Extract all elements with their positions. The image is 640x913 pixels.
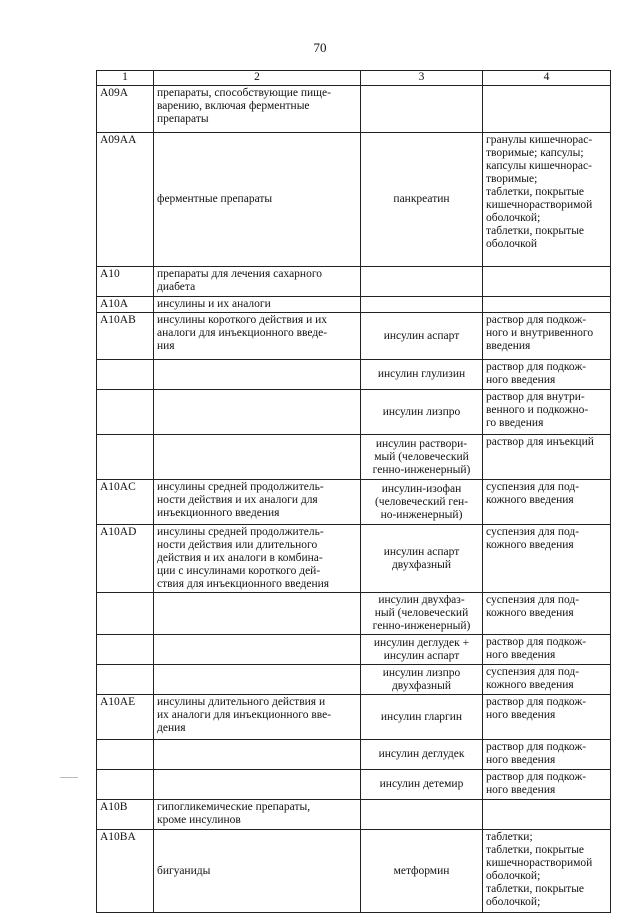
form-cell: таблетки; таблетки, покрытые кишечнорастворимой оболочкой; таблетки, покрытые оболочкой; bbox=[483, 830, 611, 913]
table-row bbox=[97, 740, 611, 770]
drug-cell: инсулин лизпро bbox=[361, 390, 483, 435]
drug-cell: инсулин аспарт bbox=[361, 313, 483, 360]
code-cell bbox=[97, 770, 154, 800]
column-header-4: 4 bbox=[483, 71, 611, 86]
table-row bbox=[97, 635, 611, 665]
code-cell: A10B bbox=[97, 800, 154, 830]
drug-cell: инсулин глулизин bbox=[361, 360, 483, 390]
table-row bbox=[97, 695, 611, 740]
form-cell: раствор для подкож- ного введения bbox=[483, 695, 611, 740]
group-cell bbox=[154, 740, 361, 770]
code-cell bbox=[97, 360, 154, 390]
table-row bbox=[97, 267, 611, 297]
code-cell: A10A bbox=[97, 297, 154, 313]
drug-table bbox=[96, 70, 611, 913]
form-cell: суспензия для под- кожного введения bbox=[483, 480, 611, 525]
drug-cell: инсулин двухфаз- ный (человеческий генно-инженерный) bbox=[361, 593, 483, 635]
group-cell bbox=[154, 593, 361, 635]
table-row bbox=[97, 390, 611, 435]
table-row bbox=[97, 480, 611, 525]
group-cell bbox=[154, 635, 361, 665]
table-row bbox=[97, 800, 611, 830]
group-cell: гипогликемические препараты, кроме инсулинов bbox=[154, 800, 361, 830]
form-cell bbox=[483, 86, 611, 133]
form-cell: раствор для подкож- ного введения bbox=[483, 635, 611, 665]
page-number: 70 bbox=[313, 40, 327, 55]
form-cell: суспензия для под- кожного введения bbox=[483, 593, 611, 635]
table-row bbox=[97, 86, 611, 133]
header-row bbox=[97, 71, 611, 86]
form-cell: раствор для подкож- ного введения bbox=[483, 360, 611, 390]
table-row bbox=[97, 360, 611, 390]
code-cell: A10 bbox=[97, 267, 154, 297]
code-cell bbox=[97, 635, 154, 665]
code-cell bbox=[97, 665, 154, 695]
form-cell: суспензия для под- кожного введения bbox=[483, 525, 611, 593]
table-row bbox=[97, 770, 611, 800]
group-cell: препараты, способствующие пище- варению, включая ферментные препараты bbox=[154, 86, 361, 133]
table-row bbox=[97, 593, 611, 635]
code-cell: A09AA bbox=[97, 133, 154, 267]
group-cell bbox=[154, 360, 361, 390]
table-body bbox=[97, 86, 611, 913]
code-cell bbox=[97, 593, 154, 635]
drug-cell: инсулин лизпро двухфазный bbox=[361, 665, 483, 695]
code-cell bbox=[97, 435, 154, 480]
code-cell: A10BA bbox=[97, 830, 154, 913]
code-cell: A10AE bbox=[97, 695, 154, 740]
group-cell bbox=[154, 770, 361, 800]
form-cell bbox=[483, 800, 611, 830]
form-cell: гранулы кишечнорас- творимые; капсулы; капсулы кишечнорас- творимые; таблетки, покрытые кишечнорастворимой оболочкой; таблетки, покрытые оболочкой bbox=[483, 133, 611, 267]
drug-cell: инсулин раствори- мый (человеческий генно-инженерный) bbox=[361, 435, 483, 480]
margin-mark bbox=[60, 777, 78, 778]
drug-cell: инсулин гларгин bbox=[361, 695, 483, 740]
form-cell: раствор для инъекций bbox=[483, 435, 611, 480]
table-row bbox=[97, 525, 611, 593]
column-header-1: 1 bbox=[97, 71, 154, 86]
form-cell: раствор для подкож- ного и внутривенного введения bbox=[483, 313, 611, 360]
group-cell: инсулины длительного действия и их аналоги для инъекционного вве- дения bbox=[154, 695, 361, 740]
drug-cell bbox=[361, 297, 483, 313]
group-cell: инсулины и их аналоги bbox=[154, 297, 361, 313]
column-header-3: 3 bbox=[361, 71, 483, 86]
table-row bbox=[97, 665, 611, 695]
drug-cell bbox=[361, 86, 483, 133]
code-cell bbox=[97, 390, 154, 435]
table-row bbox=[97, 133, 611, 267]
drug-cell: метформин bbox=[361, 830, 483, 913]
group-cell: инсулины средней продолжитель- ности действия и их аналоги для инъекционного введения bbox=[154, 480, 361, 525]
code-cell bbox=[97, 740, 154, 770]
code-cell: A10AC bbox=[97, 480, 154, 525]
form-cell: раствор для внутри- венного и подкожно- го введения bbox=[483, 390, 611, 435]
form-cell bbox=[483, 267, 611, 297]
code-cell: A10AB bbox=[97, 313, 154, 360]
table-row bbox=[97, 313, 611, 360]
form-cell: раствор для подкож- ного введения bbox=[483, 770, 611, 800]
column-header-2: 2 bbox=[154, 71, 361, 86]
drug-cell: инсулин деглудек bbox=[361, 740, 483, 770]
table-row bbox=[97, 830, 611, 913]
group-cell: инсулины короткого действия и их аналоги для инъекционного введе- ния bbox=[154, 313, 361, 360]
table-row bbox=[97, 297, 611, 313]
drug-cell bbox=[361, 267, 483, 297]
group-cell: препараты для лечения сахарного диабета bbox=[154, 267, 361, 297]
code-cell: A10AD bbox=[97, 525, 154, 593]
drug-cell: инсулин аспарт двухфазный bbox=[361, 525, 483, 593]
code-cell: A09A bbox=[97, 86, 154, 133]
group-cell: ферментные препараты bbox=[154, 133, 361, 267]
form-cell: суспензия для под- кожного введения bbox=[483, 665, 611, 695]
drug-cell: панкреатин bbox=[361, 133, 483, 267]
group-cell: бигуаниды bbox=[154, 830, 361, 913]
form-cell: раствор для подкож- ного введения bbox=[483, 740, 611, 770]
group-cell bbox=[154, 390, 361, 435]
drug-cell: инсулин детемир bbox=[361, 770, 483, 800]
form-cell bbox=[483, 297, 611, 313]
table-row bbox=[97, 435, 611, 480]
group-cell: инсулины средней продолжитель- ности действия или длительного действия и их аналоги в комбина- ции с инсулинами короткого дей- ствия для инъекционного введения bbox=[154, 525, 361, 593]
drug-cell bbox=[361, 800, 483, 830]
group-cell bbox=[154, 435, 361, 480]
group-cell bbox=[154, 665, 361, 695]
drug-cell: инсулин деглудек + инсулин аспарт bbox=[361, 635, 483, 665]
drug-cell: инсулин-изофан (человеческий ген- но-инженерный) bbox=[361, 480, 483, 525]
